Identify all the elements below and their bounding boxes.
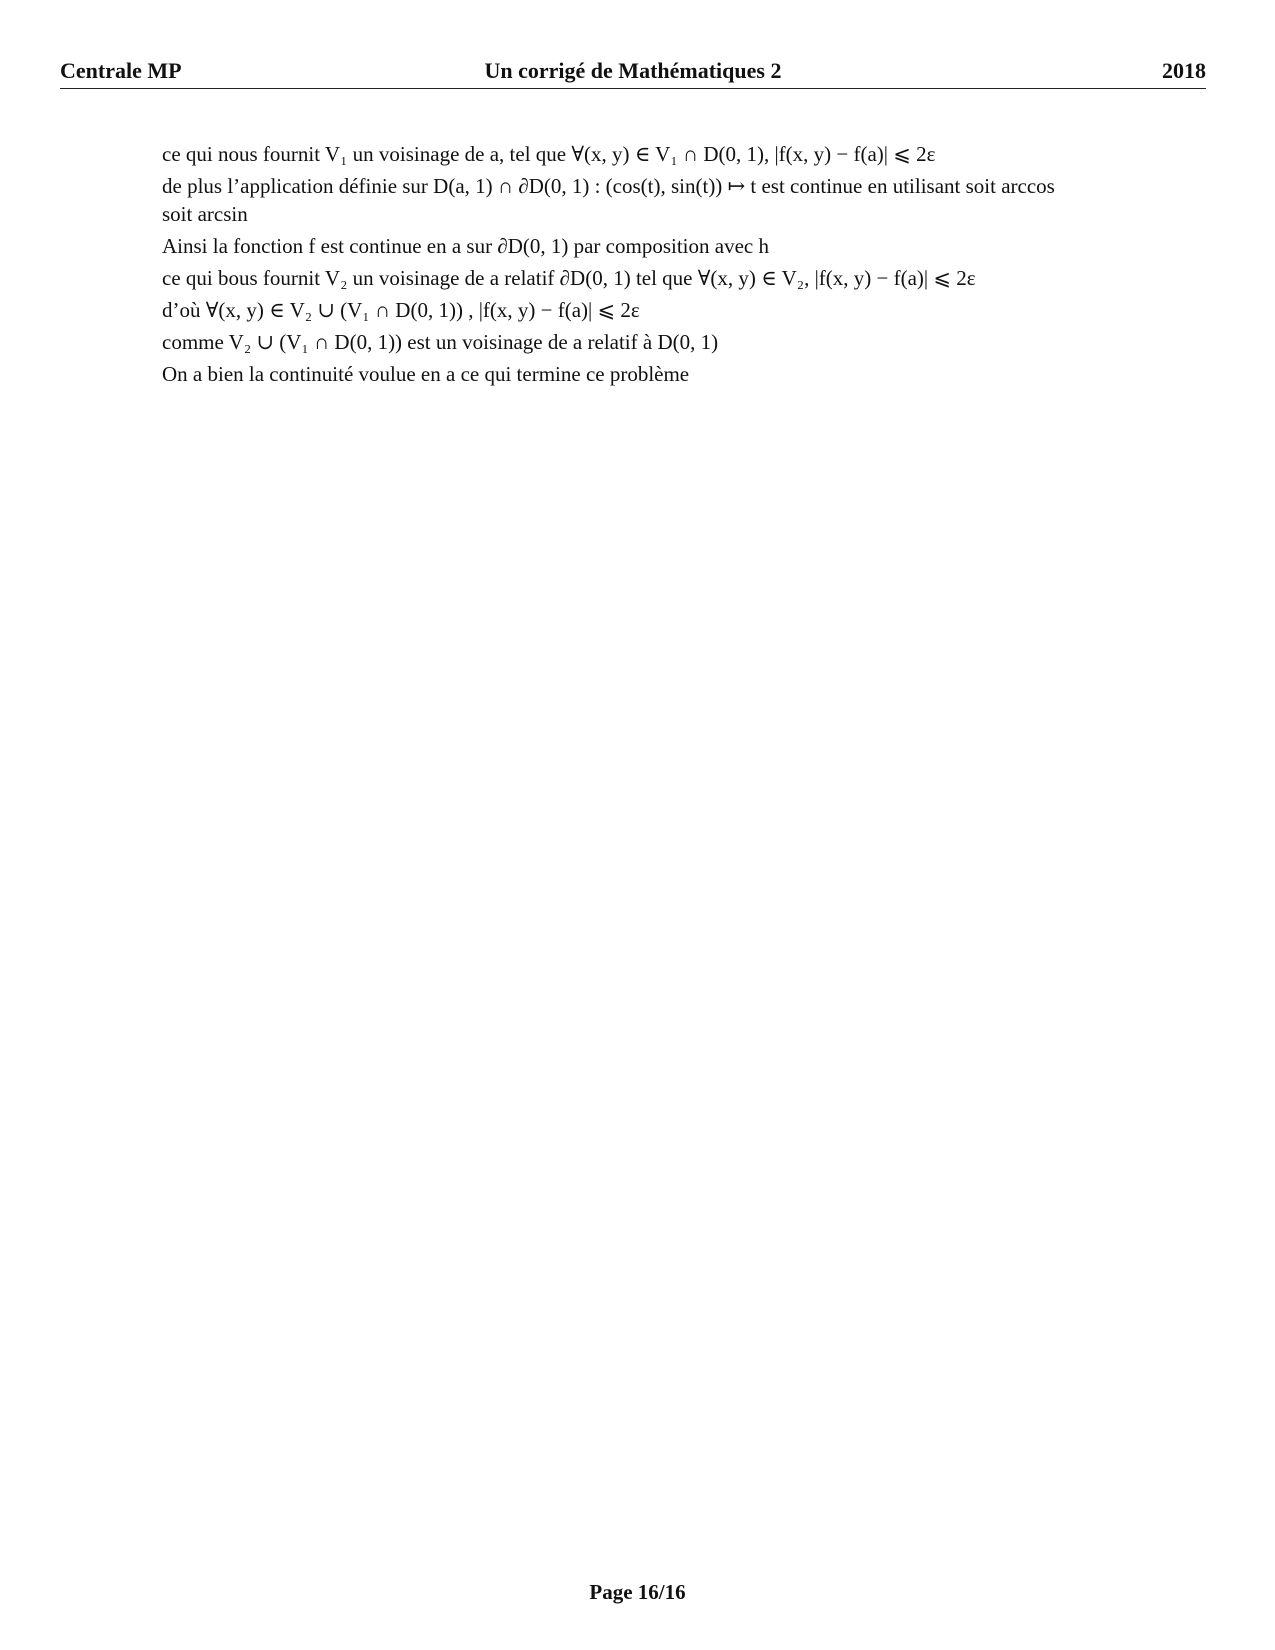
page-number: Page 16/16: [589, 1580, 686, 1604]
header-year: 2018: [1162, 58, 1206, 83]
text-line-6: d’où ∀(x, y) ∈ V₂ ∪ (V₁ ∩ D(0, 1)) , |f(x, y) − f(a)| ⩽ 2ε: [162, 298, 640, 322]
header-title: Un corrigé de Mathématiques 2: [484, 58, 782, 83]
text-line-2: de plus l’application définie sur D(a, 1) ∩ ∂D(0, 1) : (cos(t), sin(t)) ↦ t est continue en utilisant soit arccos: [162, 174, 1055, 198]
text-line-7: comme V₂ ∪ (V₁ ∩ D(0, 1)) est un voisinage de a relatif à D(0, 1): [162, 330, 719, 354]
header-left: Centrale MP: [60, 58, 182, 83]
text-line-4: Ainsi la fonction f est continue en a sur ∂D(0, 1) par composition avec h: [162, 234, 769, 258]
text-line-3: soit arcsin: [162, 202, 248, 226]
page-header: [60, 56, 1206, 89]
text-line-8: On a bien la continuité voulue en a ce qui termine ce problème: [162, 362, 690, 386]
text-line-5: ce qui bous fournit V₂ un voisinage de a relatif ∂D(0, 1) tel que ∀(x, y) ∈ V₂, |f(x, y) − f(a)| ⩽ 2ε: [162, 266, 976, 290]
text-line-1: ce qui nous fournit V₁ un voisinage de a, tel que ∀(x, y) ∈ V₁ ∩ D(0, 1), |f(x, y) − f(a)| ⩽ 2ε: [162, 142, 936, 166]
document-body: [162, 140, 1212, 388]
